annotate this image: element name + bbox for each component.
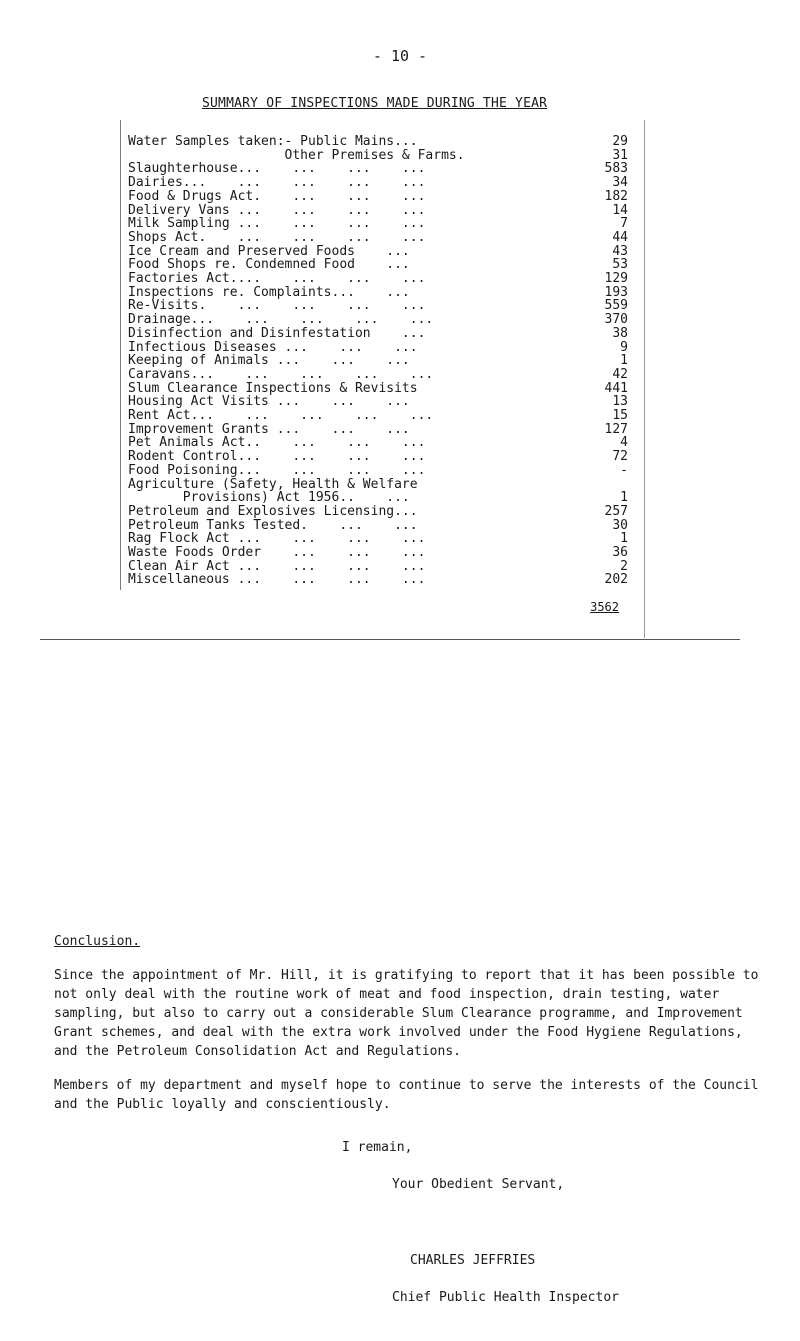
row-label: Milk Sampling ... ... ... ...	[128, 216, 426, 232]
page-number: - 10 -	[372, 47, 428, 65]
row-label: Caravans... ... ... ... ...	[128, 366, 434, 382]
row-value: 30	[612, 517, 628, 533]
row-label: Shops Act. ... ... ... ...	[128, 229, 426, 245]
row-label: Petroleum Tanks Tested. ... ...	[128, 517, 418, 533]
row-value: 1	[620, 353, 628, 369]
row-value: 202	[604, 572, 628, 588]
conclusion-heading: Conclusion.	[54, 934, 141, 949]
row-label: Drainage... ... ... ... ...	[128, 312, 434, 328]
row-value: 13	[612, 394, 628, 410]
signature-name: CHARLES JEFFRIES	[410, 1253, 536, 1268]
table-right-border	[644, 120, 645, 638]
row-value: 583	[604, 161, 628, 177]
closing-salutation: Your Obedient Servant,	[392, 1177, 565, 1192]
row-label: Slaughterhouse... ... ... ...	[128, 161, 426, 177]
row-label: Rent Act... ... ... ... ...	[128, 408, 434, 423]
row-value: 53	[612, 257, 628, 273]
row-label: Water Samples taken:- Public Mains...	[128, 134, 418, 149]
row-value: 38	[612, 325, 628, 341]
row-value: 257	[604, 503, 628, 519]
row-value: 15	[612, 408, 628, 423]
row-label: Pet Animals Act.. ... ... ...	[128, 435, 426, 451]
table-bottom-rule	[40, 639, 740, 640]
row-label: Disinfection and Disinfestation ...	[128, 325, 426, 341]
row-value: 34	[612, 175, 628, 191]
row-label: Other Premises & Farms.	[128, 147, 465, 163]
row-value: 127	[604, 421, 628, 437]
row-label: Re-Visits. ... ... ... ...	[128, 298, 426, 314]
row-label: Housing Act Visits ... ... ...	[128, 394, 410, 410]
row-value: 559	[604, 298, 628, 314]
row-label: Keeping of Animals ... ... ...	[128, 353, 410, 369]
row-label: Food & Drugs Act. ... ... ...	[128, 188, 426, 204]
table-row	[128, 570, 628, 590]
inspections-total: 3562	[590, 600, 619, 614]
row-value: 193	[604, 284, 628, 300]
row-label: Food Poisoning... ... ... ...	[128, 462, 426, 478]
row-label: Miscellaneous ... ... ... ...	[128, 572, 426, 588]
row-label: Rag Flock Act ... ... ... ...	[128, 531, 426, 547]
row-value: 7	[620, 216, 628, 232]
row-value: 31	[612, 147, 628, 163]
summary-heading: SUMMARY OF INSPECTIONS MADE DURING THE YEAR	[202, 96, 548, 111]
row-label: Food Shops re. Condemned Food ...	[128, 257, 410, 273]
inspections-table	[120, 120, 650, 640]
row-value: -	[620, 462, 628, 478]
row-value: 1	[620, 531, 628, 547]
closing-line: I remain,	[342, 1140, 413, 1155]
row-label: Infectious Diseases ... ... ...	[128, 339, 418, 355]
signature-title: Chief Public Health Inspector	[392, 1290, 619, 1305]
row-label: Petroleum and Explosives Licensing...	[128, 503, 418, 519]
conclusion-paragraph-2: Members of my department and myself hope to continue to serve the interests of the Council and the Public loyally and conscientiously.	[54, 1078, 759, 1112]
row-value: 42	[612, 366, 628, 382]
row-value: 4	[620, 435, 628, 451]
row-label: Rodent Control... ... ... ...	[128, 449, 426, 465]
row-label: Waste Foods Order ... ... ...	[128, 545, 426, 560]
row-value: 129	[604, 271, 628, 286]
row-label: Improvement Grants ... ... ...	[128, 421, 410, 437]
row-value: 2	[620, 558, 628, 574]
row-value: 1	[620, 490, 628, 506]
row-label: Slum Clearance Inspections & Revisits	[128, 380, 418, 396]
row-value: 182	[604, 188, 628, 204]
row-value: 29	[612, 134, 628, 149]
row-label: Dairies... ... ... ... ...	[128, 175, 426, 191]
row-label: Clean Air Act ... ... ... ...	[128, 558, 426, 574]
row-label: Provisions) Act 1956.. ...	[128, 490, 410, 506]
row-value: 44	[612, 229, 628, 245]
row-label: Factories Act.... ... ... ...	[128, 271, 426, 286]
row-value: 370	[604, 312, 628, 328]
row-label: Inspections re. Complaints... ...	[128, 284, 410, 300]
row-value: 36	[612, 545, 628, 560]
row-value: 72	[612, 449, 628, 465]
conclusion-paragraph-1: Since the appointment of Mr. Hill, it is gratifying to report that it has been possible to not only deal with the routine work of meat and food inspection, drain testing, water sampling, but also to carry out a considerable Slum Clearance programme, and Improvement Grant schemes, and deal with the extra work involved under the Food Hygiene Regulations, and the Petroleum Consolidation Act and Regulations.	[54, 968, 759, 1059]
table-left-border	[120, 120, 121, 590]
row-label: Agriculture (Safety, Health & Welfare	[128, 476, 418, 492]
row-label: Ice Cream and Preserved Foods ...	[128, 243, 410, 259]
row-value: 43	[612, 243, 628, 259]
row-value: 9	[620, 339, 628, 355]
row-label: Delivery Vans ... ... ... ...	[128, 202, 426, 218]
row-value: 14	[612, 202, 628, 218]
row-value: 441	[604, 380, 628, 396]
